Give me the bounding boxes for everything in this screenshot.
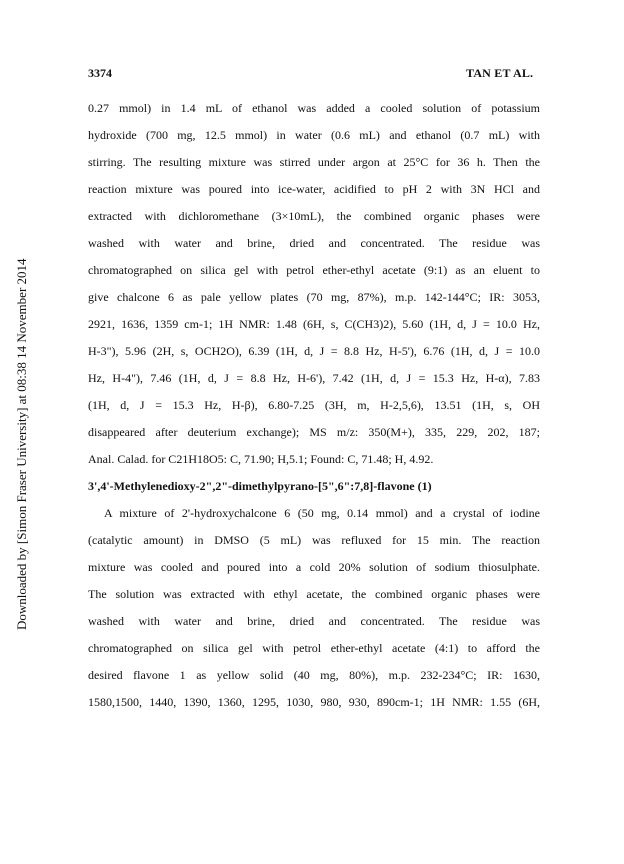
- text-line: extracted with dichloromethane (3×10mL), the combined organic phases were: [88, 209, 540, 223]
- download-watermark: [14, 240, 34, 630]
- text-line: Anal. Calad. for C21H18O5: C, 71.90; H,5.1; Found: C, 71.48; H, 4.92.: [88, 452, 434, 466]
- text-line: (catalytic amount) in DMSO (5 mL) was refluxed for 15 min. The reaction: [88, 533, 540, 547]
- text-line: 2921, 1636, 1359 cm-1; 1H NMR: 1.48 (6H, s, C(CH3)2), 5.60 (1H, d, J = 10.0 Hz,: [88, 317, 540, 331]
- text-line: washed with water and brine, dried and concentrated. The residue was: [88, 236, 540, 250]
- text-line: give chalcone 6 as pale yellow plates (70 mg, 87%), m.p. 142-144°C; IR: 3053,: [88, 290, 540, 304]
- text-line: reaction mixture was poured into ice-water, acidified to pH 2 with 3N HCl and: [88, 182, 540, 196]
- text-line: washed with water and brine, dried and concentrated. The residue was: [88, 614, 540, 628]
- text-line: 1580,1500, 1440, 1390, 1360, 1295, 1030, 980, 930, 890cm-1; 1H NMR: 1.55 (6H,: [88, 695, 540, 709]
- running-head: TAN ET AL.: [466, 66, 534, 80]
- article-body: [88, 95, 540, 716]
- text-line: mixture was cooled and poured into a cold 20% solution of sodium thiosulphate.: [88, 560, 540, 574]
- text-line: H-3"), 5.96 (2H, s, OCH2O), 6.39 (1H, d, J = 8.8 Hz, H-5'), 6.76 (1H, d, J = 10.0: [88, 344, 540, 358]
- text-line: stirring. The resulting mixture was stirred under argon at 25°C for 36 h. Then the: [88, 155, 540, 169]
- section-heading: 3',4'-Methylenedioxy-2",2"-dimethylpyrano-[5",6":7,8]-flavone (1): [88, 479, 432, 493]
- text-line: A mixture of 2'-hydroxychalcone 6 (50 mg, 0.14 mmol) and a crystal of iodine: [104, 506, 540, 520]
- text-line: disappeared after deuterium exchange); MS m/z: 350(M+), 335, 229, 202, 187;: [88, 425, 540, 439]
- text-line: chromatographed on silica gel with petrol ether-ethyl acetate (4:1) to afford the: [88, 641, 540, 655]
- page-number: 3374: [88, 66, 112, 80]
- text-line: desired flavone 1 as yellow solid (40 mg, 80%), m.p. 232-234°C; IR: 1630,: [88, 668, 540, 682]
- text-line: chromatographed on silica gel with petrol ether-ethyl acetate (9:1) as an eluent to: [88, 263, 540, 277]
- text-line: 0.27 mmol) in 1.4 mL of ethanol was added a cooled solution of potassium: [88, 101, 540, 115]
- text-line: Hz, H-4"), 7.46 (1H, d, J = 8.8 Hz, H-6'), 7.42 (1H, d, J = 15.3 Hz, H-α), 7.83: [88, 371, 540, 385]
- text-line: hydroxide (700 mg, 12.5 mmol) in water (0.6 mL) and ethanol (0.7 mL) with: [88, 128, 540, 142]
- watermark-text: Downloaded by [Simon Fraser University] at 08:38 14 November 2014: [14, 258, 29, 630]
- text-line: The solution was extracted with ethyl acetate, the combined organic phases were: [88, 587, 540, 601]
- text-line: (1H, d, J = 15.3 Hz, H-β), 6.80-7.25 (3H, m, H-2,5,6), 13.51 (1H, s, OH: [88, 398, 540, 412]
